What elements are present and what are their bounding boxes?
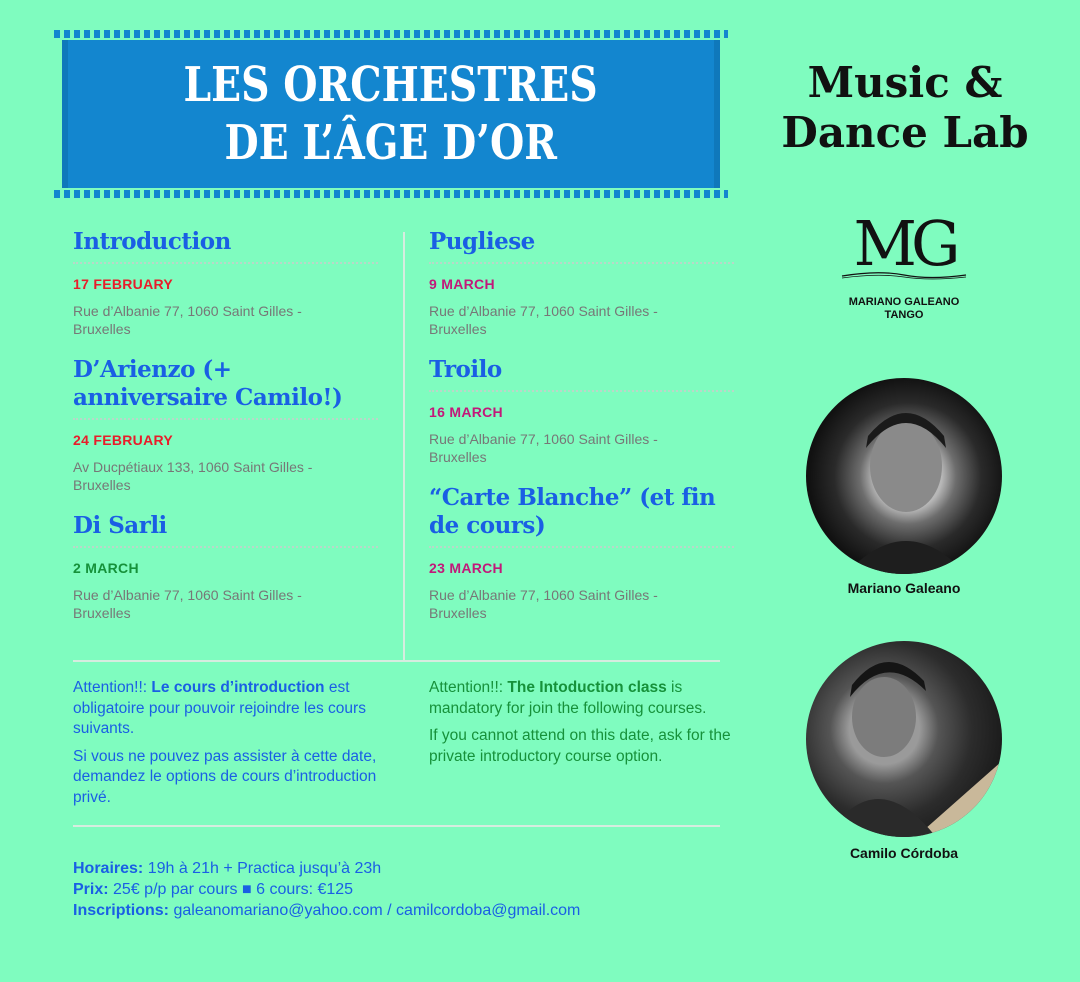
- event-address: [73, 586, 378, 622]
- event-title: D’Arienzo (+ anniversaire Camilo!): [73, 356, 378, 420]
- note-emphasis: The Intoduction class: [507, 679, 667, 696]
- hours-line: [73, 858, 580, 879]
- portrait-guitarist-icon: [806, 641, 1002, 837]
- mg-logo: [838, 208, 970, 328]
- note-paragraph-2: Si vous ne pouvez pas assister à cette date, demandez le options de cours d’introduction privé.: [73, 747, 377, 806]
- note-text: est obligatoire pour pouvoir rejoindre les cours suivants.: [73, 679, 366, 737]
- event-pugliese: [429, 228, 734, 338]
- column-divider: [403, 232, 405, 660]
- note-paragraph-1: [73, 678, 393, 740]
- event-address-line-1: Rue d’Albanie 77, 1060 Saint Gilles -: [73, 303, 302, 319]
- event-date: 24 FEBRUARY: [73, 432, 174, 448]
- event-darienzo: [73, 356, 378, 494]
- events-left-column: [73, 228, 378, 640]
- banner-title-line-2: DE L’ÂGE D’OR: [224, 115, 558, 171]
- event-address-line-2: Bruxelles: [73, 321, 131, 337]
- event-date: 9 MARCH: [429, 276, 495, 292]
- portrait-silhouette-icon: [806, 378, 1002, 574]
- event-address-line-2: Bruxelles: [429, 321, 487, 337]
- note-paragraph-1: [429, 678, 749, 719]
- logo-text: [838, 296, 970, 322]
- event-address: [429, 302, 734, 338]
- note-prefix: Attention!!:: [429, 679, 508, 696]
- event-date: 23 MARCH: [429, 560, 503, 576]
- event-address: [73, 458, 378, 494]
- signup-emails[interactable]: galeanomariano@yahoo.com / camilcordoba@gmail.com: [169, 902, 581, 919]
- hours-label: Horaires:: [73, 860, 144, 877]
- event-address-line-2: Bruxelles: [429, 605, 487, 621]
- price-line: [73, 879, 580, 900]
- portrait-mariano-photo: [806, 378, 1002, 574]
- event-address: [429, 430, 734, 466]
- events-right-column: [429, 228, 734, 640]
- note-prefix: Attention!!:: [73, 679, 152, 696]
- event-address-line-1: Rue d’Albanie 77, 1060 Saint Gilles -: [429, 303, 658, 319]
- brand-line-1: Music &: [807, 58, 1003, 107]
- event-date: 2 MARCH: [73, 560, 139, 576]
- event-carte-blanche: [429, 484, 734, 622]
- note-emphasis: Le cours d’introduction: [151, 679, 325, 696]
- title-banner: [62, 40, 720, 188]
- event-address-line-2: Bruxelles: [73, 605, 131, 621]
- event-address-line-2: Bruxelles: [73, 477, 131, 493]
- info-footer: [73, 858, 580, 921]
- brand-title: [760, 58, 1050, 158]
- logo-text-line-1: MARIANO GALEANO: [848, 296, 960, 308]
- event-title: Di Sarli: [73, 512, 378, 548]
- portrait-camilo-caption: Camilo Córdoba: [849, 845, 959, 861]
- note-paragraph-2: If you cannot attend on this date, ask for the private introductory course option.: [429, 727, 731, 765]
- event-address-line-1: Rue d’Albanie 77, 1060 Saint Gilles -: [429, 431, 658, 447]
- event-address-line-1: Rue d’Albanie 77, 1060 Saint Gilles -: [429, 587, 658, 603]
- event-address-line-2: Bruxelles: [429, 449, 487, 465]
- event-address: [73, 302, 378, 338]
- portrait-mariano-caption: Mariano Galeano: [847, 580, 961, 596]
- event-title: Troilo: [429, 356, 734, 392]
- event-title: Pugliese: [429, 228, 734, 264]
- price-value: 25€ p/p par cours ■ 6 cours: €125: [108, 881, 354, 898]
- mg-monogram: MG: [853, 207, 955, 280]
- signup-line: [73, 900, 580, 921]
- event-address: [429, 586, 734, 622]
- section-divider-bottom: [73, 825, 720, 827]
- brand-line-2: Dance Lab: [781, 108, 1029, 157]
- logo-text-line-2: TANGO: [884, 309, 924, 321]
- banner-title-line-1: LES ORCHESTRES: [183, 57, 599, 113]
- note-english: [429, 678, 749, 774]
- event-date: 16 MARCH: [429, 404, 503, 420]
- note-text: is mandatory for join the following courses.: [429, 679, 707, 717]
- event-title: Introduction: [73, 228, 378, 264]
- event-date: 17 FEBRUARY: [73, 276, 174, 292]
- event-title: “Carte Blanche” (et fin de cours): [429, 484, 734, 548]
- note-french: [73, 678, 393, 815]
- event-di-sarli: [73, 512, 378, 622]
- signup-label: Inscriptions:: [73, 902, 170, 919]
- event-address-line-1: Rue d’Albanie 77, 1060 Saint Gilles -: [73, 587, 302, 603]
- hours-value: 19h à 21h + Practica jusqu’à 23h: [143, 860, 382, 877]
- event-address-line-1: Av Ducpétiaux 133, 1060 Saint Gilles -: [73, 459, 313, 475]
- event-troilo: [429, 356, 734, 466]
- price-label: Prix:: [73, 881, 109, 898]
- portrait-camilo-photo: [806, 641, 1002, 837]
- section-divider-top: [73, 660, 720, 662]
- event-introduction: [73, 228, 378, 338]
